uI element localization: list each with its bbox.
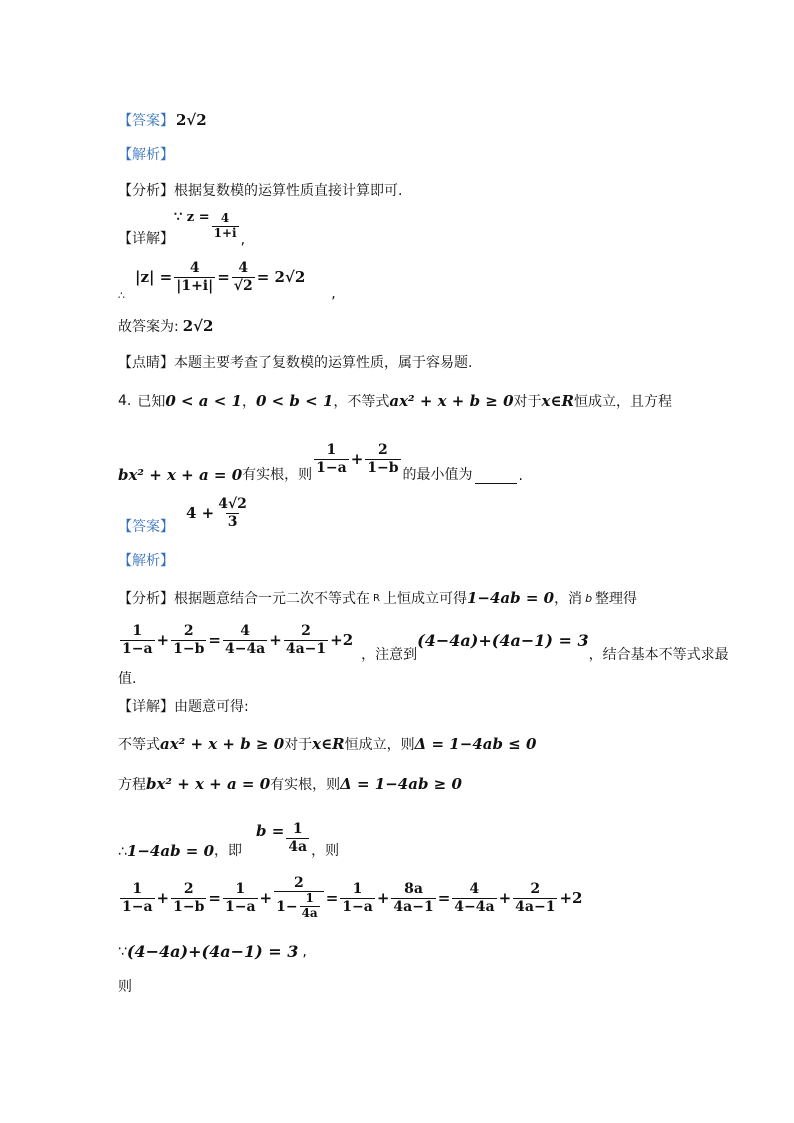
fraction: $\frac{1}{1-a}$ — [122, 881, 153, 915]
fraction: $\frac{1}{4a}$ — [288, 821, 308, 855]
q4-detail-line-6: 则 — [118, 979, 132, 995]
q3-modulus-line: ∴ |z| = $\frac{4}{|1+i|}$ = $\frac{4}{√2}$ = 2√2 , — [118, 260, 336, 302]
q4-detail-line-5: ∵ (4−4a)+(4a−1) = 3 , — [118, 942, 307, 961]
fenxi-text: 根据复数模的运算性质直接计算即可. — [174, 183, 403, 199]
analysis-tag: 【解析】 — [118, 553, 174, 569]
analysis-tag: 【解析】 — [118, 147, 174, 163]
modulus-fraction-1: $\frac{4}{|1+i|}$ — [176, 260, 214, 294]
given-fraction: $\frac{4}{1+i}$ — [213, 210, 237, 240]
comment-tag: 【点睛】 — [118, 355, 174, 371]
q4-fenxi-line-2: $\frac{1}{1-a}$ + $\frac{2}{1-b}$ = $\frac{4}{4-4a}$ + $\frac{2}{4a-1}$ +2 ，注意到 (4−4a)+(4a−1) = 3 ，结合基本不等式求最 — [122, 623, 729, 663]
q3-answer-line — [118, 110, 207, 130]
q4-detail-line: 【详解】 由题意可得: — [118, 696, 249, 716]
answer-fraction: $\frac{4√2}{3}$ — [218, 496, 247, 530]
fenxi-tag: 【分析】 — [118, 183, 174, 199]
answer-tag: 【答案】 — [118, 519, 174, 535]
q4-stem-line-1: 4. 已知 0 < a < 1 ， 0 < b < 1 ，不等式 ax² + x + b ≥ 0 对于 x∈R 恒成立，且方程 — [118, 392, 673, 410]
modulus-result: = 2√2 — [256, 268, 306, 286]
fraction: $\frac{1}{1-a}$ — [342, 881, 373, 915]
detail-tag: 【详解】 — [118, 699, 174, 715]
nested-fraction: 2 1− $\frac{1}{4a}$ — [274, 875, 324, 921]
domain: x∈R — [541, 392, 575, 410]
fraction: $\frac{1}{1-a}$ — [122, 623, 153, 657]
fraction: $\frac{8a}{4a-1}$ — [393, 881, 434, 915]
expr-fraction-1: $\frac{1}{1-a}$ — [316, 442, 347, 476]
q3-comment-line — [118, 352, 472, 372]
answer-tag: 【答案】 — [118, 113, 174, 129]
q4-detail-line-2: 方程 bx² + x + a = 0 有实根，则 Δ = 1−4ab ≥ 0 — [118, 775, 462, 793]
q4-stem-line-2: bx² + x + a = 0 有实根，则 $\frac{1}{1-a}$ + $\frac{2}{1-b}$ 的最小值为 . — [118, 442, 523, 484]
fraction: $\frac{1}{1-a}$ — [224, 881, 256, 915]
equation: bx² + x + a = 0 — [118, 466, 243, 484]
q4-analysis-line — [118, 550, 174, 570]
q4-fenxi-line-1: 【分析】 根据题意结合一元二次不等式在 R 上恒成立可得 1−4ab = 0 ，消 b 整理得 — [118, 589, 638, 607]
q3-analysis-line — [118, 144, 174, 164]
condition-b: 0 < b < 1 — [255, 392, 334, 410]
answer-blank — [475, 471, 517, 484]
fraction: $\frac{2}{1-b}$ — [173, 881, 205, 915]
modulus-fraction-2: $\frac{4}{√2}$ — [233, 260, 253, 294]
fraction: $\frac{2}{1-b}$ — [173, 623, 205, 657]
modulus-lhs: |z| = — [135, 268, 173, 286]
therefore-symbol: ∴ — [118, 289, 125, 302]
fenxi-tag: 【分析】 — [118, 591, 174, 607]
q4-answer-line — [118, 490, 251, 536]
inequality: ax² + x + b ≥ 0 — [389, 392, 514, 410]
fraction: $\frac{2}{4a-1}$ — [515, 881, 556, 915]
answer-value: 2√2 — [176, 111, 207, 129]
condition-a: 0 < a < 1 — [165, 392, 242, 410]
given-z: ∵ z = — [174, 210, 210, 225]
q4-detail-line-4: $\frac{1}{1-a}$ + $\frac{2}{1-b}$ = $\frac{1}{1-a}$ + 2 1− $\frac{1}{4a}$ = $\frac{1}{1-a}$ + $\frac{8a}{4a-1}$ = $\frac{4}{4-4a}$ + $\frac{2}{4a-1}$ +2 — [122, 875, 583, 921]
fraction: $\frac{2}{4a-1}$ — [285, 623, 327, 657]
q4-detail-line-1: 不等式 ax² + x + b ≥ 0 对于 x∈R 恒成立，则 Δ = 1−4ab ≤ 0 — [118, 735, 537, 753]
q4-detail-line-3: ∴ 1−4ab = 0 ，即 b = $\frac{1}{4a}$ ，则 — [118, 821, 340, 860]
question-number: 4. — [118, 393, 132, 409]
fraction: $\frac{4}{4-4a}$ — [454, 881, 495, 915]
answer-lead: 4 + — [186, 504, 215, 522]
fraction: $\frac{4}{4-4a}$ — [224, 623, 266, 657]
detail-tag: 【详解】 — [118, 231, 174, 247]
q3-detail-line: 【详解】 ∵ z = $\frac{4}{1+i}$ , — [118, 210, 246, 248]
q3-conclusion-line — [118, 316, 213, 336]
q3-fenxi-line — [118, 180, 402, 200]
conclusion-text: 故答案为: — [118, 319, 179, 335]
expr-fraction-2: $\frac{2}{1-b}$ — [367, 442, 399, 476]
conclusion-value: 2√2 — [182, 317, 214, 335]
q4-fenxi-line-3: 值. — [118, 671, 137, 687]
comment-text: 本题主要考查了复数模的运算性质，属于容易题. — [174, 355, 473, 371]
